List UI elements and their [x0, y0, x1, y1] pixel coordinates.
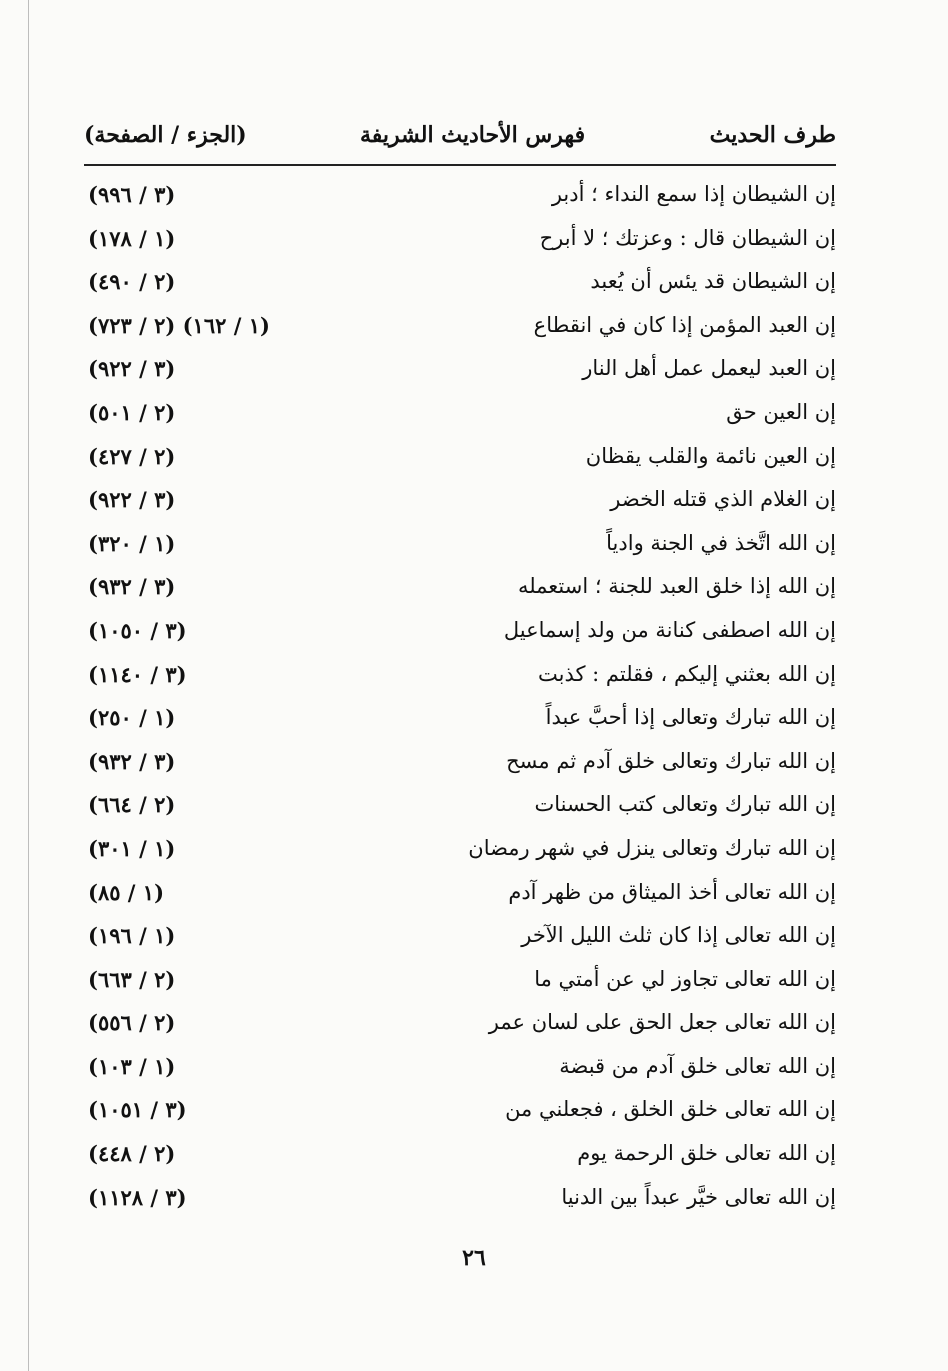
header-index-title: فهرس الأحاديث الشريفة: [360, 122, 586, 148]
hadith-text: إن الغلام الذي قتله الخضر: [610, 487, 836, 512]
volume-page-reference: (١ / ١٩٦): [88, 923, 176, 949]
index-entry: [84, 348, 836, 392]
volume-page-reference: (٣ / ٩٣٢): [88, 574, 176, 600]
index-entry: [84, 784, 836, 828]
volume-page-reference: (٢ / ٦٦٣): [88, 966, 176, 992]
hadith-text: إن الله إذا خلق العبد للجنة ؛ استعمله: [517, 574, 836, 599]
volume-page-reference: (٣ / ٩٩٦): [88, 182, 176, 207]
hadith-text: إن الله تعالى خلق آدم من قبضة: [559, 1053, 836, 1078]
hadith-text: إن الله تعالى إذا كان ثلث الليل الآخر: [521, 923, 836, 948]
hadith-text: إن الله تبارك وتعالى إذا أحبَّ عبداً: [545, 705, 836, 730]
index-entry: [84, 392, 836, 436]
hadith-text: إن الله اتَّخذ في الجنة وادياً: [606, 530, 836, 555]
index-entry: [84, 174, 836, 218]
hadith-text: إن الله اصطفى كنانة من ولد إسماعيل: [503, 617, 836, 642]
hadith-text: إن العين حق: [726, 399, 836, 424]
hadith-text: إن الله تعالى خيَّر عبداً بين الدنيا: [561, 1184, 836, 1209]
volume-page-reference: (١ / ١٠٣): [88, 1053, 176, 1079]
hadith-text: إن الله تبارك وتعالى خلق آدم ثم مسح: [506, 748, 836, 773]
hadith-text: إن العبد المؤمن إذا كان في انقطاع: [533, 312, 836, 337]
hadith-text: إن الله تبارك وتعالى ينزل في شهر رمضان: [468, 835, 836, 860]
volume-page-reference: (٢ / ٤٤٨): [88, 1141, 176, 1167]
index-entry: [84, 741, 836, 785]
header-volume-page-title: (الجزء / الصفحة): [84, 122, 247, 148]
index-entry: [84, 654, 836, 698]
volume-page-reference: (٣ / ١٠٥٠): [88, 617, 187, 643]
volume-page-reference: (١ / ١٧٨): [88, 225, 176, 251]
volume-page-reference: (٣ / ٩٣٢): [88, 748, 176, 774]
volume-page-reference: (٣ / ١٠٥١): [88, 1097, 187, 1123]
hadith-text: إن العبد ليعمل عمل أهل النار: [582, 356, 836, 381]
header-hadith-column-title: طرف الحديث: [709, 122, 836, 148]
hadith-text: إن الله تعالى تجاوز لي عن أمتي ما: [534, 966, 836, 991]
index-entry: [84, 1089, 836, 1133]
index-entry: [84, 261, 836, 305]
header-rule: [84, 164, 836, 166]
hadith-text: إن الشيطان قال : وعزتك ؛ لا أبرح: [539, 225, 836, 250]
volume-page-reference: (٢ / ٦٦٤): [88, 792, 176, 818]
index-entry: [84, 828, 836, 872]
volume-page-reference: (٣ / ١١٤٠): [88, 661, 187, 687]
index-entry: [84, 872, 836, 916]
volume-page-reference: (١ / ٢٥٠): [88, 705, 176, 731]
hadith-text: إن الله بعثني إليكم ، فقلتم : كذبت: [538, 661, 836, 686]
volume-page-reference: (١ / ١٦٢) (٢ / ٧٢٣): [88, 312, 270, 338]
page-edge-line: [28, 0, 29, 1371]
volume-page-reference: (٣ / ١١٢٨): [88, 1184, 187, 1210]
index-entry: [84, 959, 836, 1003]
hadith-text: إن الله تعالى خلق الرحمة يوم: [577, 1141, 836, 1166]
index-entry: [84, 566, 836, 610]
index-entry: [84, 1133, 836, 1177]
index-entry: [84, 436, 836, 480]
hadith-text: إن الله تعالى أخذ الميثاق من ظهر آدم: [508, 879, 836, 904]
volume-page-reference: (٣ / ٩٢٢): [88, 487, 176, 513]
volume-page-reference: (١ / ٨٥): [88, 879, 165, 905]
volume-page-reference: (٢ / ٥٥٦): [88, 1010, 176, 1036]
index-entry: [84, 1177, 836, 1221]
volume-page-reference: (١ / ٣٠١): [88, 835, 176, 861]
index-entry: [84, 610, 836, 654]
hadith-text: إن الله تبارك وتعالى كتب الحسنات: [534, 792, 836, 817]
hadith-text: إن الشيطان إذا سمع النداء ؛ أدبر: [551, 182, 836, 206]
volume-page-reference: (١ / ٣٢٠): [88, 530, 176, 556]
volume-page-reference: (٢ / ٤٩٠): [88, 269, 176, 295]
index-entry: [84, 218, 836, 262]
index-entry: [84, 1002, 836, 1046]
hadith-text: إن الله تعالى خلق الخلق ، فجعلني من: [505, 1097, 836, 1122]
index-entry: [84, 915, 836, 959]
page-number: ٢٦: [462, 1245, 486, 1271]
index-entry: [84, 697, 836, 741]
hadith-text: إن الشيطان قد يئس أن يُعبد: [590, 269, 836, 294]
volume-page-reference: (٣ / ٩٢٢): [88, 356, 176, 382]
volume-page-reference: (٢ / ٤٢٧): [88, 443, 176, 469]
index-entry: [84, 479, 836, 523]
volume-page-reference: (٢ / ٥٠١): [88, 399, 176, 425]
page-header: [80, 118, 836, 158]
index-entry: [84, 1046, 836, 1090]
hadith-text: إن الله تعالى جعل الحق على لسان عمر: [488, 1010, 836, 1035]
hadith-text: إن العين نائمة والقلب يقظان: [585, 443, 836, 468]
index-entry: [84, 305, 836, 349]
index-entry: [84, 523, 836, 567]
hadith-index-list: [84, 174, 836, 1220]
